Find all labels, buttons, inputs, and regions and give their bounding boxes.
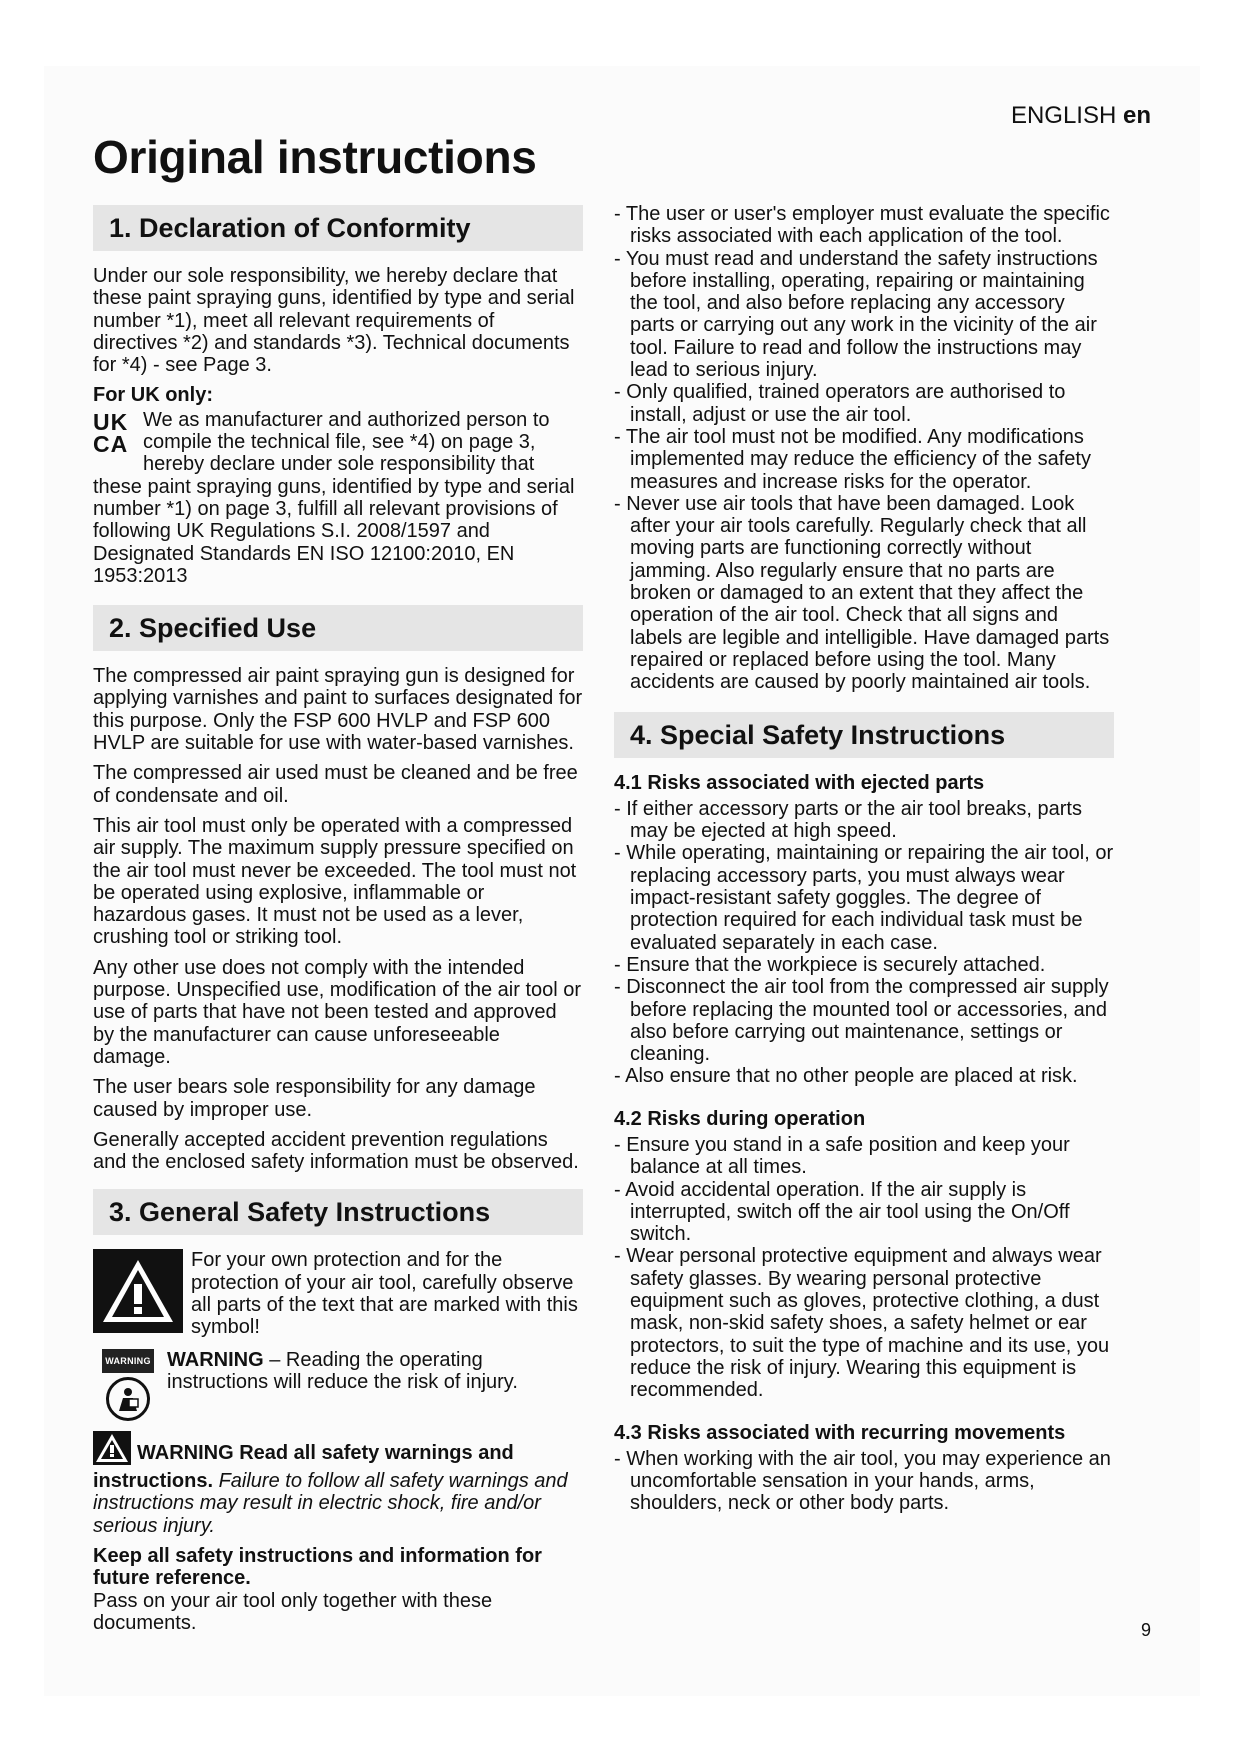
list-item: - If either accessory parts or the air tool breaks, parts may be ejected at high speed. bbox=[614, 797, 1082, 843]
uk-declaration bbox=[93, 409, 583, 587]
section-heading-declaration: 1. Declaration of Conformity bbox=[93, 205, 583, 251]
list-item: - The user or user's employer must evaluate the specific risks associated with each application of the tool. bbox=[614, 203, 1110, 248]
read-all-warning-italic: Failure to follow all safety warnings and instructions may result in electric shock, fire and/or serious injury. bbox=[93, 1470, 568, 1537]
read-manual-icon bbox=[93, 1349, 163, 1421]
ejected-parts-list bbox=[614, 798, 1114, 1088]
list-item: - While operating, maintaining or repairing the air tool, or replacing accessory parts, you must always wear impact-resistant safety goggles. The degree of protection required for each individual task must be evaluated separately in each case. bbox=[614, 842, 1114, 954]
list-item: - Never use air tools that have been damaged. Look after your air tools carefully. Regularly check that all moving parts are functioning correctly without jamming. Also regularly ensure that no parts are broken or damaged to an extent that they affect the operation of the air tool. Check that all signs and labels are legible and intelligible. Have damaged parts repaired or replaced before using the tool. Many accidents are caused by poorly maintained air tools. bbox=[614, 492, 1110, 694]
keep-instructions-heading: Keep all safety instructions and information for future reference. bbox=[93, 1545, 542, 1590]
list-item: - Avoid accidental operation. If the air supply is interrupted, switch off the air tool using the On/Off switch. bbox=[614, 1178, 1070, 1246]
uk-only-heading: For UK only: bbox=[93, 384, 213, 407]
warning-tag: WARNING bbox=[102, 1349, 154, 1373]
list-item: - Also ensure that no other people are placed at risk. bbox=[614, 1065, 1078, 1088]
read-manual-warning bbox=[93, 1349, 583, 1421]
section-heading-general-safety: 3. General Safety Instructions bbox=[93, 1189, 583, 1235]
list-item: - Ensure you stand in a safe position and keep your balance at all times. bbox=[614, 1133, 1070, 1179]
warning-label: WARNING bbox=[167, 1348, 264, 1371]
general-safety-list bbox=[614, 203, 1114, 694]
left-column bbox=[93, 205, 583, 1642]
specified-use-paragraph: Any other use does not comply with the intended purpose. Unspecified use, modification of the air tool or use of parts that have not been tested and approved by the manufacturer can cause unforeseeable damage. bbox=[93, 956, 582, 1068]
list-item: - You must read and understand the safety instructions before installing, operating, repairing or maintaining the tool, and also before replacing any accessory parts or carrying out any work in the vicinity of the air tool. Failure to read and follow the instructions may lead to serious injury. bbox=[614, 247, 1098, 382]
keep-instructions-text: Pass on your air tool only together with these documents. bbox=[93, 1589, 493, 1634]
recurring-movements-list bbox=[614, 1448, 1114, 1515]
specified-use-paragraph: The compressed air used must be cleaned and be free of condensate and oil. bbox=[93, 762, 578, 807]
list-item: - Ensure that the workpiece is securely attached. bbox=[614, 953, 1046, 976]
uk-declaration-text: We as manufacturer and authorized person to compile the technical file, see *4) on page 3, hereby declare under sole responsibility that these paint spraying guns, identified by type and serial number *1) on page 3, fulfill all relevant provisions of following UK Regulations S.I. 2008/1597 and Designated Standards EN ISO 12100:2010, EN 1953:2013 bbox=[93, 408, 575, 587]
right-column bbox=[614, 203, 1114, 1515]
operation-risks-list bbox=[614, 1134, 1114, 1402]
warning-text: – Reading the operating instructions will reduce the risk of injury. bbox=[167, 1348, 518, 1393]
subheading-ejected-parts: 4.1 Risks associated with ejected parts bbox=[614, 771, 985, 794]
manual-book-icon bbox=[106, 1377, 150, 1421]
list-item: - Only qualified, trained operators are authorised to install, adjust or use the air tool. bbox=[614, 381, 1066, 426]
warning-triangle-icon bbox=[93, 1249, 183, 1333]
symbol-notice bbox=[93, 1249, 583, 1338]
subheading-recurring-movements: 4.3 Risks associated with recurring movements bbox=[614, 1421, 1066, 1444]
list-item: - When working with the air tool, you may experience an uncomfortable sensation in your hands, arms, shoulders, neck or other body parts. bbox=[614, 1447, 1111, 1515]
list-item: - The air tool must not be modified. Any modifications implemented may reduce the efficiency of the safety measures and increase risks for the operator. bbox=[614, 425, 1091, 493]
read-all-warning bbox=[93, 1431, 583, 1537]
specified-use-paragraph: Generally accepted accident prevention regulations and the enclosed safety information must be observed. bbox=[93, 1128, 579, 1174]
page-number: 9 bbox=[1140, 1620, 1151, 1640]
declaration-paragraph: Under our sole responsibility, we hereby declare that these paint spraying guns, identified by type and serial number *1), meet all relevant requirements of directives *2) and standards *3). Technical documents for *4) - see Page 3. bbox=[93, 265, 575, 377]
page-title: Original instructions bbox=[93, 131, 537, 183]
specified-use-paragraph: The user bears sole responsibility for any damage caused by improper use. bbox=[93, 1076, 536, 1121]
list-item: - Disconnect the air tool from the compressed air supply before replacing the mounted tool or accessories, and also before carrying out maintenance, settings or cleaning. bbox=[614, 976, 1109, 1066]
read-all-warning-bold: WARNING Read all safety warnings and instructions. bbox=[93, 1441, 514, 1493]
warning-small-triangle-icon bbox=[93, 1431, 131, 1470]
language-indicator: ENGLISH en bbox=[1010, 102, 1151, 129]
specified-use-paragraph: This air tool must only be operated with a compressed air supply. The maximum supply pressure specified on the air tool must never be exceeded. The tool must not be operated using explosive, inflammable or hazardous gases. It must not be used as a lever, crushing tool or striking tool. bbox=[93, 814, 577, 949]
subheading-operation-risks: 4.2 Risks during operation bbox=[614, 1107, 866, 1130]
section-heading-specified-use: 2. Specified Use bbox=[93, 605, 583, 651]
section-heading-special-safety: 4. Special Safety Instructions bbox=[614, 712, 1114, 758]
symbol-notice-text: For your own protection and for the protection of your air tool, carefully observe all parts of the text that are marked with this symbol! bbox=[191, 1249, 578, 1339]
ukca-mark: UK CA bbox=[93, 408, 129, 457]
specified-use-paragraph: The compressed air paint spraying gun is designed for applying varnishes and paint to surfaces designated for this purpose. Only the FSP 600 HVLP and FSP 600 HVLP are suitable for use with water-based varnishes. bbox=[93, 665, 583, 755]
list-item: - Wear personal protective equipment and always wear safety glasses. By wearing personal protective equipment such as gloves, protective clothing, a dust mask, non-skid safety shoes, a safety helmet or ear protectors, to suit the type of machine and its use, you reduce the risk of injury. Wearing this equipment is recommended. bbox=[614, 1245, 1110, 1402]
